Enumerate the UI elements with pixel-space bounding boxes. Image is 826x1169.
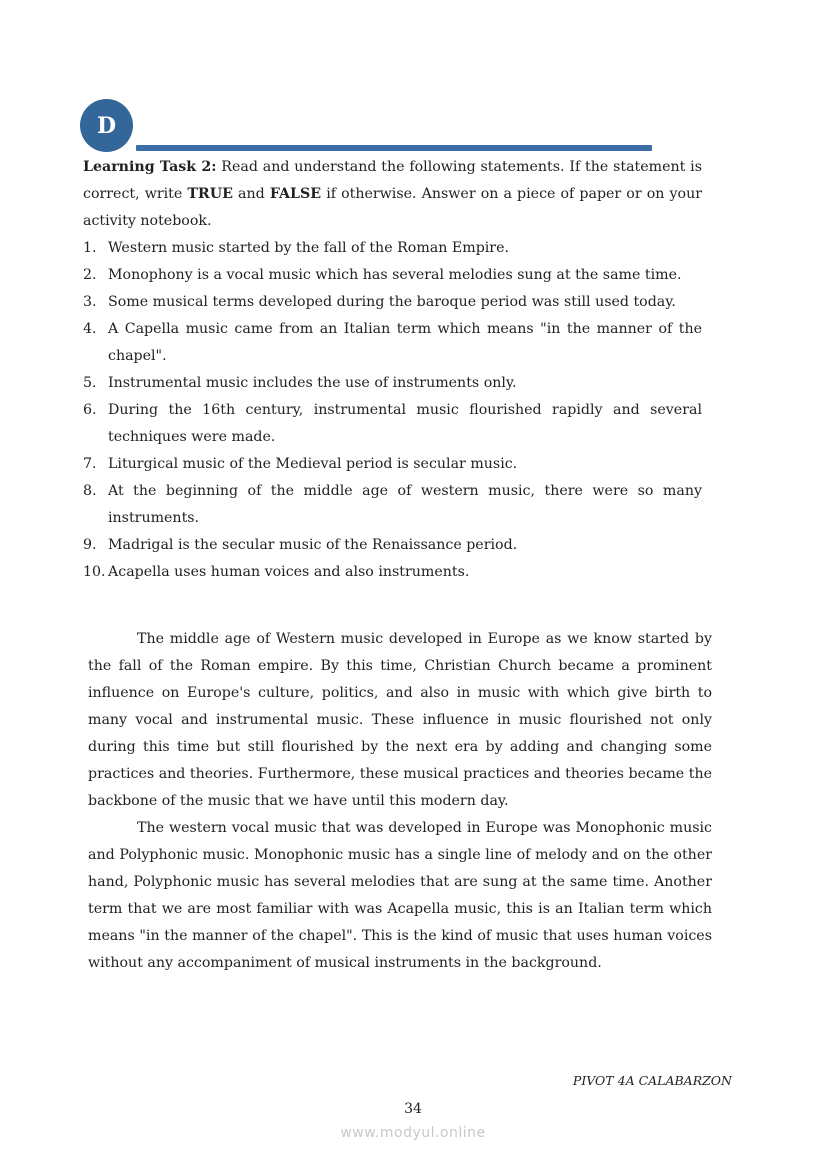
item-number: 7. <box>83 456 97 472</box>
item-text: During the 16th century, instrumental music flourished rapidly and several techniques were made. <box>108 402 702 445</box>
task-label: Learning Task 2: <box>83 159 217 175</box>
section-letter-badge: D <box>80 99 133 152</box>
page-number: 34 <box>404 1101 422 1117</box>
item-text: A Capella music came from an Italian term which means "in the manner of the chapel". <box>108 321 702 364</box>
item-number: 2. <box>83 267 97 283</box>
true-keyword: TRUE <box>187 186 233 202</box>
item-number: 9. <box>83 537 97 553</box>
item-number: 6. <box>83 402 97 418</box>
item-number: 1. <box>83 240 97 256</box>
body-paragraph: The western vocal music that was developed in Europe was Monophonic music and Polyphonic music. Monophonic music has a single line of melody and on the other hand, Polyphonic music has several melodies that are sung at the same time. Another term that we are most familiar with was Acapella music, this is an Italian term which means "in the manner of the chapel". This is the kind of music that uses human voices without any accompaniment of musical instruments in the background. <box>88 820 712 971</box>
task-intro-part-3: if otherwise. Answer on a piece of paper or on your activity notebook. <box>83 186 702 229</box>
item-text: Some musical terms developed during the baroque period was still used today. <box>108 294 676 310</box>
task-intro-part-1: Read and understand the following statements. If the statement is correct, write <box>83 159 702 202</box>
list-item <box>83 559 702 586</box>
item-number: 10. <box>83 564 106 580</box>
list-item <box>83 289 702 316</box>
item-text: At the beginning of the middle age of western music, there were so many instruments. <box>108 483 702 526</box>
list-item <box>83 532 702 559</box>
statement-list <box>83 235 702 586</box>
list-item <box>83 235 702 262</box>
body-paragraph: The middle age of Western music developed in Europe as we know started by the fall of the Roman empire. By this time, Christian Church became a prominent influence on Europe's culture, politics, and also in music with which give birth to many vocal and instrumental music. These influence in music flourished not only during this time but still flourished by the next era by adding and changing some practices and theories. Furthermore, these musical practices and theories became the backbone of the music that we have until this modern day. <box>88 631 712 809</box>
item-text: Instrumental music includes the use of instruments only. <box>108 375 517 391</box>
item-text: Western music started by the fall of the Roman Empire. <box>108 240 509 256</box>
list-item <box>83 316 702 370</box>
footer-brand: PIVOT 4A CALABARZON <box>572 1073 732 1088</box>
discussion-text <box>88 626 712 977</box>
list-item <box>83 451 702 478</box>
item-text: Madrigal is the secular music of the Renaissance period. <box>108 537 518 553</box>
section-divider <box>136 145 652 151</box>
item-number: 3. <box>83 294 97 310</box>
watermark: www.modyul.online <box>340 1125 486 1141</box>
list-item <box>83 397 702 451</box>
list-item <box>83 262 702 289</box>
item-number: 8. <box>83 483 97 499</box>
item-number: 4. <box>83 321 97 337</box>
list-item <box>83 478 702 532</box>
task-instructions <box>83 154 702 235</box>
false-keyword: FALSE <box>269 186 322 202</box>
task-intro-part-2: and <box>232 186 270 202</box>
item-text: Liturgical music of the Medieval period is secular music. <box>108 456 518 472</box>
learning-task <box>83 154 702 586</box>
list-item <box>83 370 702 397</box>
item-text: Monophony is a vocal music which has several melodies sung at the same time. <box>108 267 682 283</box>
item-text: Acapella uses human voices and also instruments. <box>108 564 470 580</box>
item-number: 5. <box>83 375 97 391</box>
